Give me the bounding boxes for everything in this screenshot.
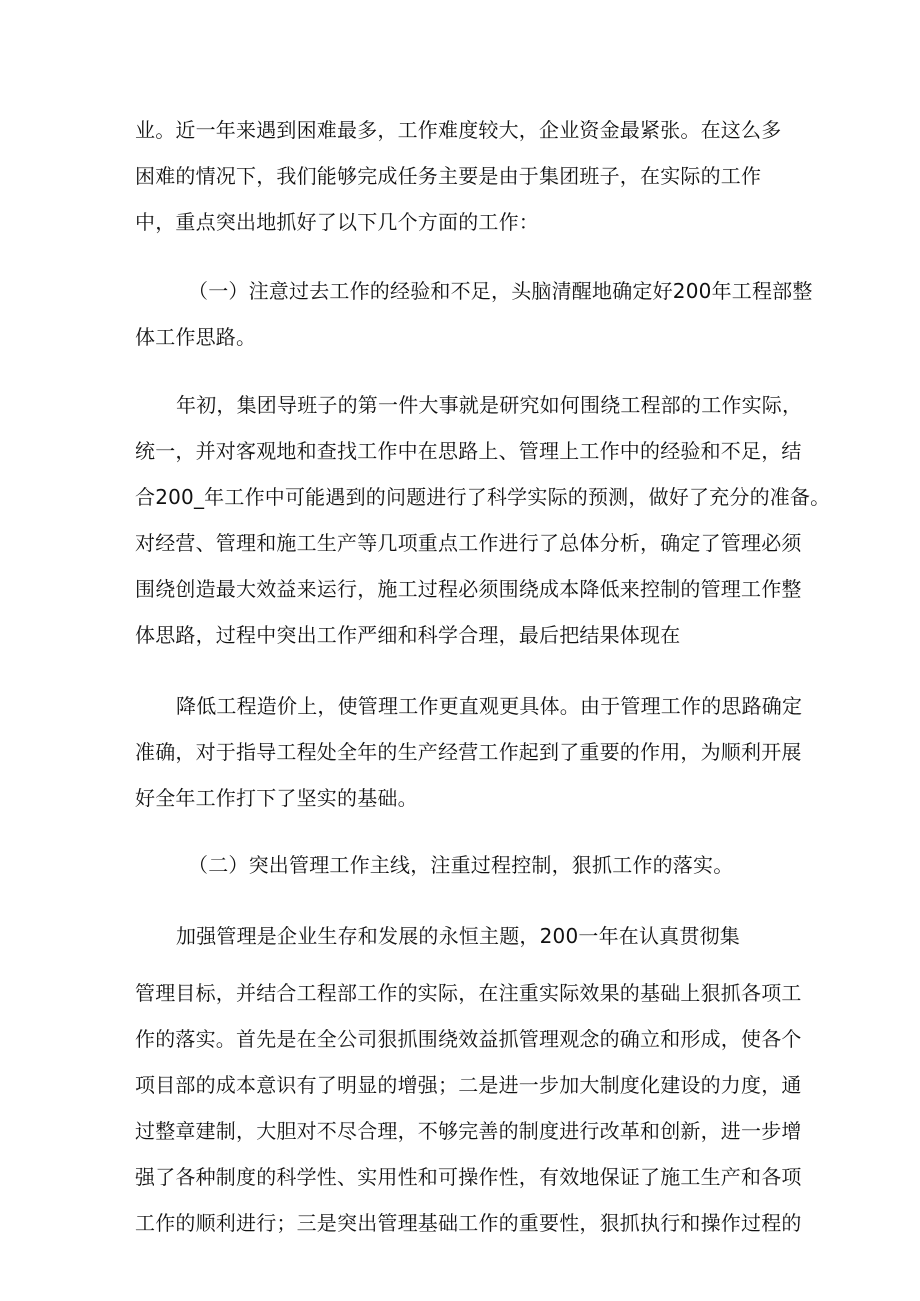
text-line: 体思路，过程中突出工作严细和科学合理，最后把结果体现在 xyxy=(135,623,681,647)
text-line: 年初，集团导班子的第一件大事就是研究如何围绕工程部的工作实际， xyxy=(176,393,803,417)
text-line: 体工作思路。 xyxy=(135,325,257,349)
text-line: 项目部的成本意识有了明显的增强；二是进一步加大制度化建设的力度，通 xyxy=(135,1073,802,1097)
paragraph-body-2 xyxy=(0,683,920,821)
section-heading-1 xyxy=(0,268,920,360)
text-line: 困难的情况下，我们能够完成任务主要是由于集团班子，在实际的工作 xyxy=(135,164,762,188)
text-line: 作的落实。首先是在全公司狠抓围绕效益抓管理观念的确立和形成，使各个 xyxy=(135,1027,802,1051)
text-line: 统一，并对客观地和查找工作中在思路上、管理上工作中的经验和不足，结 xyxy=(135,439,802,463)
text-line: 围绕创造最大效益来运行，施工过程必须围绕成本降低来控制的管理工作整 xyxy=(135,577,802,601)
text-line: 强了各种制度的科学性、实用性和可操作性，有效地保证了施工生产和各项 xyxy=(135,1165,802,1189)
paragraph-body-3 xyxy=(0,913,920,959)
text-line: 过整章建制，大胆对不尽合理，不够完善的制度进行改革和创新，进一步增 xyxy=(135,1119,802,1143)
text-line: 加强管理是企业生存和发展的永恒主题，200一年在认真贯彻集 xyxy=(176,924,740,948)
text-line: 合200_年工作中可能遇到的问题进行了科学实际的预测，做好了充分的准备。 xyxy=(135,485,831,509)
text-line: （一）注意过去工作的经验和不足，头脑清醒地确定好200年工程部整 xyxy=(188,279,813,303)
text-line: 降低工程造价上，使管理工作更直观更具体。由于管理工作的思路确定 xyxy=(176,694,803,718)
paragraph-body-4 xyxy=(0,970,920,1246)
text-line: 工作的顺利进行；三是突出管理基础工作的重要性，狠抓执行和操作过程的 xyxy=(135,1211,802,1235)
section-heading-2 xyxy=(0,842,920,888)
text-line: 好全年工作打下了坚实的基础。 xyxy=(135,786,418,810)
text-line: 管理目标，并结合工程部工作的实际，在注重实际效果的基础上狠抓各项工 xyxy=(135,981,802,1005)
text-line: （二）突出管理工作主线，注重过程控制，狠抓工作的落实。 xyxy=(188,853,734,877)
text-line: 中，重点突出地抓好了以下几个方面的工作： xyxy=(135,210,539,234)
text-line: 对经营、管理和施工生产等几项重点工作进行了总体分析，确定了管理必须 xyxy=(135,531,802,555)
text-line: 准确，对于指导工程处全年的生产经营工作起到了重要的作用，为顺利开展 xyxy=(135,740,802,764)
paragraph-intro xyxy=(0,107,920,245)
text-line: 业。近一年来遇到困难最多，工作难度较大，企业资金最紧张。在这么多 xyxy=(135,118,782,142)
paragraph-body-1 xyxy=(0,382,920,658)
